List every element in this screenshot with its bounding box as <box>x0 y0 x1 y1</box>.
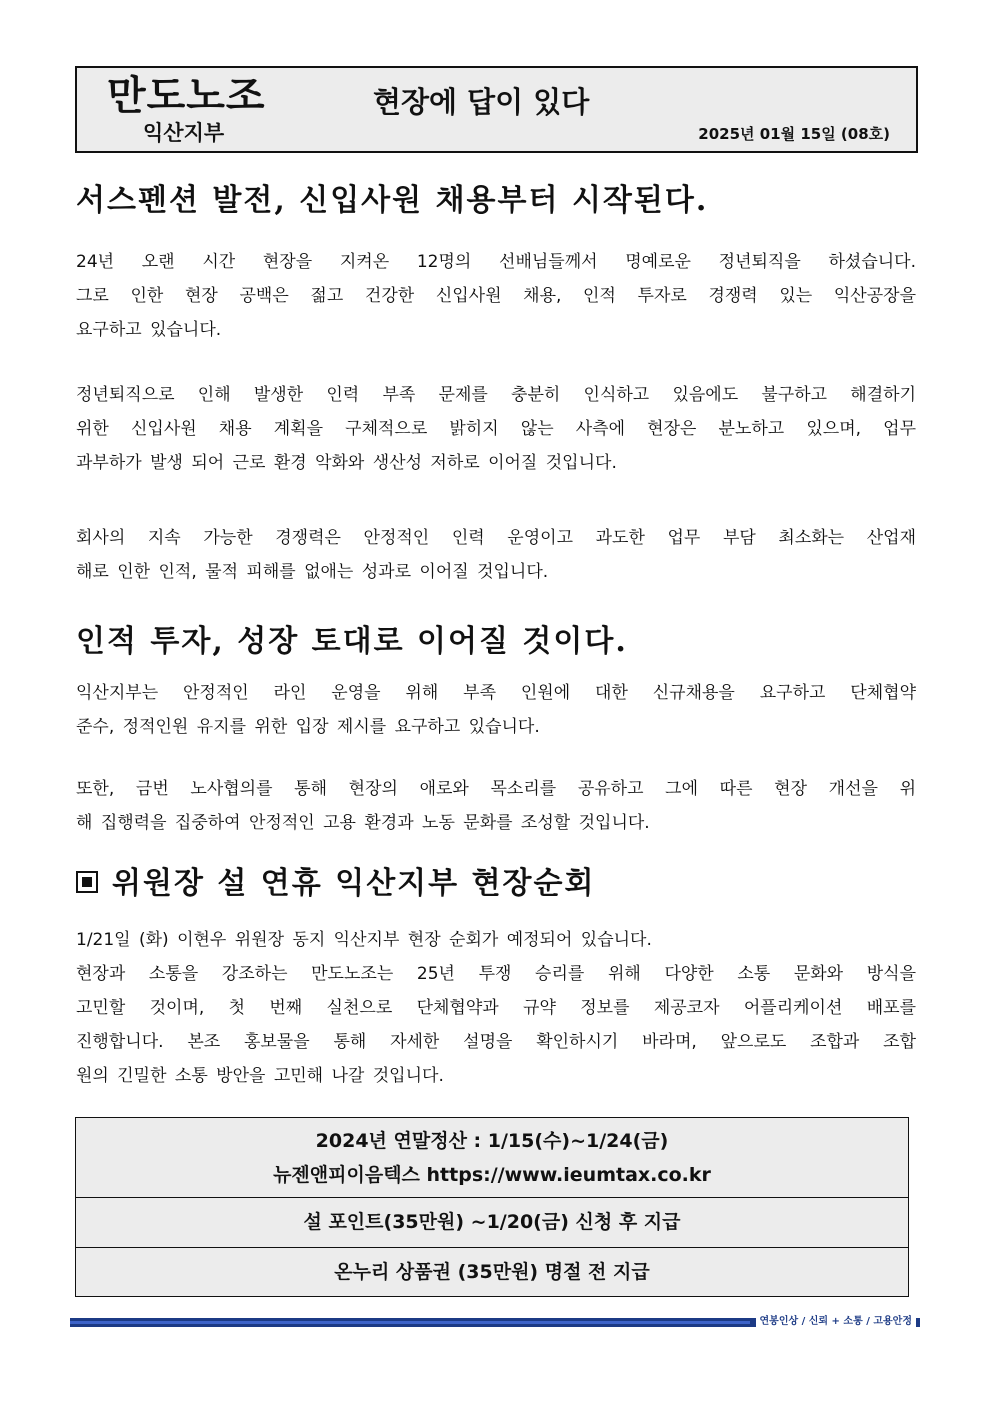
text-line: 준수, 정적인원 유지를 위한 입장 제시를 요구하고 있습니다. <box>76 717 540 737</box>
info-box <box>75 1117 909 1297</box>
text-line: 익산지부는 안정적인 라인 운영을 위해 부족 인원에 대한 신규채용을 요구하고 단체협약 <box>76 683 916 703</box>
union-name: 만도노조 <box>107 73 266 119</box>
gift-voucher-row: 온누리 상품권 (35만원) 명절 전 지급 <box>76 1247 908 1296</box>
footer-motto: 연봉인상 / 신뢰 + 소통 / 고용안정 <box>756 1314 917 1330</box>
text-line: 또한, 금번 노사협의를 통해 현장의 애로와 목소리를 공유하고 그에 따른 현장 개선을 위 <box>76 779 916 799</box>
newsletter-slogan: 현장에 답이 있다 <box>373 85 590 119</box>
section2-paragraph-2 <box>76 772 916 840</box>
square-bullet-icon <box>76 871 98 893</box>
text-line: 해 집행력을 집중하여 안정적인 고용 환경과 노동 문화를 조성할 것입니다. <box>76 813 650 833</box>
section1-title: 서스펜션 발전, 신입사원 채용부터 시작된다. <box>76 183 709 218</box>
footer-bar <box>70 1318 920 1327</box>
text-line: 24년 오랜 시간 현장을 지켜온 12명의 선배님들께서 명예로운 정년퇴직을 하셨습니다. <box>76 252 916 272</box>
text-line: 원의 긴밀한 소통 방안을 고민해 나갈 것입니다. <box>76 1066 444 1086</box>
text-line: 요구하고 있습니다. <box>76 320 222 340</box>
text-line: 진행합니다. 본조 홍보물을 통해 자세한 설명을 확인하시기 바라며, 앞으로도 조합과 조합 <box>76 1032 916 1052</box>
newsletter-header <box>75 66 918 153</box>
section3-heading <box>76 864 596 904</box>
section1-paragraph-1 <box>76 245 916 347</box>
text-line: 회사의 지속 가능한 경쟁력은 안정적인 인력 운영이고 과도한 업무 부담 최소화는 산업재 <box>76 528 916 548</box>
section2-title: 인적 투자, 성장 토대로 이어질 것이다. <box>76 624 628 659</box>
text-line: 위한 신입사원 채용 계획을 구체적으로 밝히지 않는 사측에 현장은 분노하고 있으며, 업무 <box>76 419 916 439</box>
section3-paragraph-1 <box>76 923 916 1093</box>
holiday-points-row: 설 포인트(35만원) ~1/20(금) 신청 후 지급 <box>76 1197 908 1247</box>
section2-paragraph-1 <box>76 676 916 744</box>
section3-title: 위원장 설 연휴 익산지부 현장순회 <box>112 866 596 901</box>
section1-paragraph-2 <box>76 378 916 480</box>
text-line: 1/21일 (화) 이현우 위원장 동지 익산지부 현장 순회가 예정되어 있습니다. <box>76 930 652 950</box>
year-end-tax-site: 뉴젠앤피이음텍스 https://www.ieumtax.co.kr <box>273 1164 711 1186</box>
text-line: 해로 인한 인적, 물적 피해를 없애는 성과로 이어질 것입니다. <box>76 562 549 582</box>
text-line: 현장과 소통을 강조하는 만도노조는 25년 투쟁 승리를 위해 다양한 소통 문화와 방식을 <box>76 964 916 984</box>
branch-name: 익산지부 <box>143 121 225 145</box>
footer-bar-accent <box>70 1321 750 1324</box>
year-end-tax-row <box>76 1118 908 1197</box>
issue-date: 2025년 01월 15일 (08호) <box>698 125 890 143</box>
text-line: 정년퇴직으로 인해 발생한 인력 부족 문제를 충분히 인식하고 있음에도 불구하고 해결하기 <box>76 385 916 405</box>
text-line: 과부하가 발생 되어 근로 환경 악화와 생산성 저하로 이어질 것입니다. <box>76 453 617 473</box>
year-end-tax-period: 2024년 연말정산 : 1/15(수)~1/24(금) <box>315 1130 669 1152</box>
section1-paragraph-3 <box>76 521 916 589</box>
text-line: 그로 인한 현장 공백은 젊고 건강한 신입사원 채용, 인적 투자로 경쟁력 있는 익산공장을 <box>76 286 916 306</box>
text-line: 고민할 것이며, 첫 번째 실천으로 단체협약과 규약 정보를 제공코자 어플리케이션 배포를 <box>76 998 916 1018</box>
